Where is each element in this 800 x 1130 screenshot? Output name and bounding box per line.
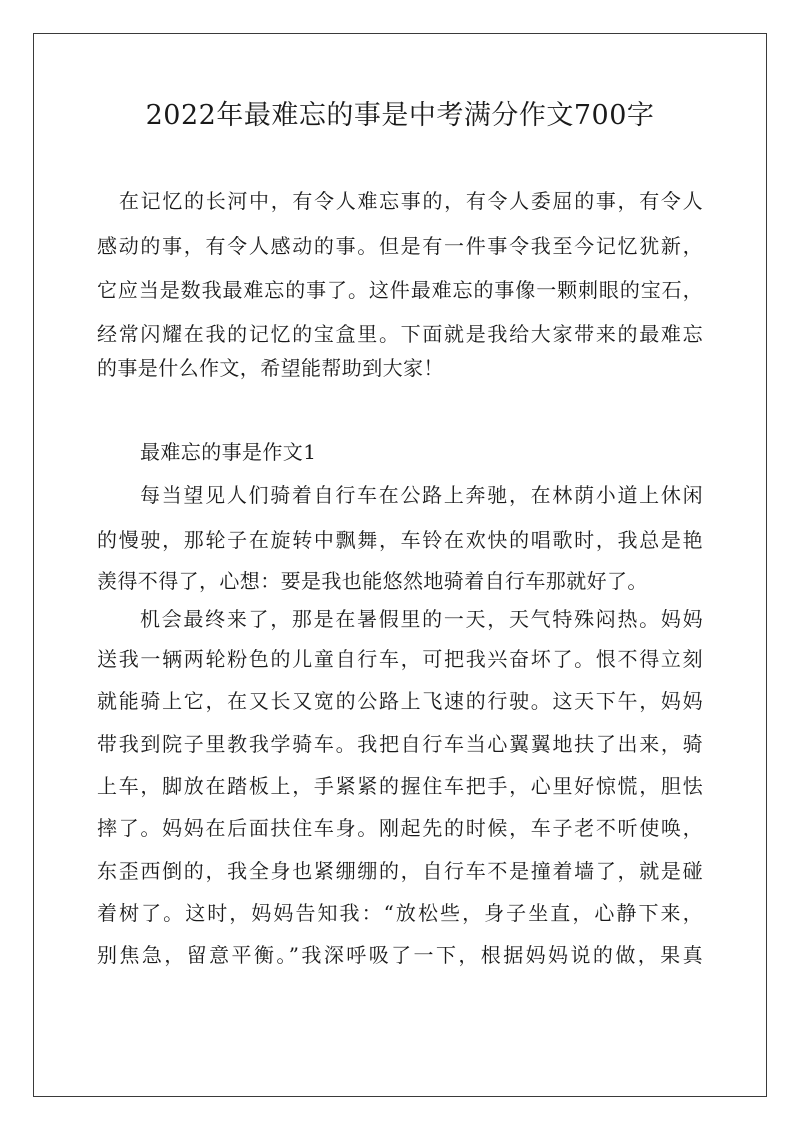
paragraph2-line-8: 着树了。这时，妈妈告知我：“放松些，身子坐直，心静下来， <box>97 901 703 925</box>
paragraph1-line-3: 羡得不得了，心想：要是我也能悠然地骑着自行车那就好了。 <box>97 569 648 593</box>
document-title: 2022年最难忘的事是中考满分作文700字 <box>145 100 655 131</box>
intro-line-4: 经常闪耀在我的记忆的宝盒里。下面就是我给大家带来的最难忘 <box>97 322 703 346</box>
intro-line-5: 的事是什么作文，希望能帮助到大家！ <box>97 356 444 380</box>
intro-line-1: 在记忆的长河中，有令人难忘事的，有令人委屈的事，有令人 <box>119 189 703 213</box>
intro-line-2: 感动的事，有令人感动的事。但是有一件事令我至今记忆犹新， <box>97 234 703 258</box>
paragraph2-line-9: 别焦急，留意平衡。”我深呼吸了一下，根据妈妈说的做，果真 <box>97 943 703 967</box>
paragraph2-line-1: 机会最终来了，那是在暑假里的一天，天气特殊闷热。妈妈 <box>140 607 703 631</box>
paragraph2-line-4: 带我到院子里教我学骑车。我把自行车当心翼翼地扶了出来，骑 <box>97 732 703 756</box>
paragraph2-line-6: 摔了。妈妈在后面扶住车身。刚起先的时候，车子老不听使唤， <box>97 816 703 840</box>
paragraph2-line-5: 上车，脚放在踏板上，手紧紧的握住车把手，心里好惊慌，胆怯 <box>97 774 703 798</box>
paragraph2-line-7: 东歪西倒的，我全身也紧绷绷的，自行车不是撞着墙了，就是碰 <box>97 859 703 883</box>
intro-line-3: 它应当是数我最难忘的事了。这件最难忘的事像一颗刺眼的宝石， <box>97 278 703 302</box>
paragraph1-line-2: 的慢驶，那轮子在旋转中飘舞，车铃在欢快的唱歌时，我总是艳 <box>97 528 703 552</box>
paragraph2-line-2: 送我一辆两轮粉色的儿童自行车，可把我兴奋坏了。恨不得立刻 <box>97 647 703 671</box>
paragraph2-line-3: 就能骑上它，在又长又宽的公路上飞速的行驶。这天下午，妈妈 <box>97 689 703 713</box>
section-heading: 最难忘的事是作文1 <box>140 440 317 464</box>
paragraph1-line-1: 每当望见人们骑着自行车在公路上奔驰，在林荫小道上休闲 <box>140 483 703 507</box>
